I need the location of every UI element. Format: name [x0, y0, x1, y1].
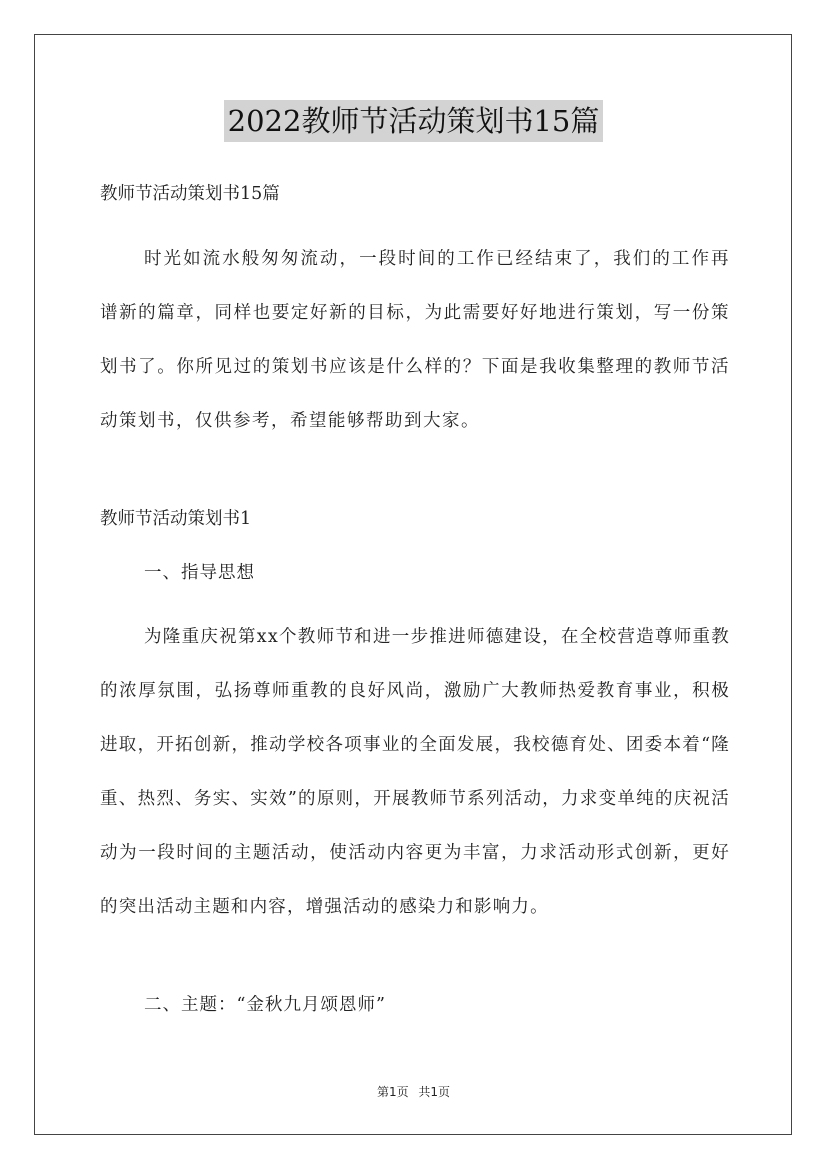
page-number: 第1页	[376, 1085, 409, 1099]
heading-theme: 二、主题：“金秋九月颂恩师”	[144, 995, 386, 1015]
document-subtitle: 教师节活动策划书15篇	[100, 184, 280, 204]
document-title: 2022教师节活动策划书15篇	[224, 100, 604, 142]
page-total: 共1页	[418, 1085, 451, 1099]
heading-guiding-ideology: 一、指导思想	[144, 563, 255, 583]
title-container	[0, 100, 827, 142]
page-footer	[0, 1083, 827, 1100]
intro-paragraph: 时光如流水般匆匆流动，一段时间的工作已经结束了，我们的工作再谱新的篇章，同样也要定好新的目标，为此需要好好地进行策划，写一份策划书了。你所见过的策划书应该是什么样的？下面是我收集整理的教师节活动策划书，仅供参考，希望能够帮助到大家。	[100, 249, 730, 431]
body-paragraph: 为隆重庆祝第xx个教师节和进一步推进师德建设，在全校营造尊师重教的浓厚氛围，弘扬尊师重教的良好风尚，激励广大教师热爱教育事业，积极进取，开拓创新，推动学校各项事业的全面发展，我校德育处、团委本着“隆重、热烈、务实、实效”的原则，开展教师节系列活动，力求变单纯的庆祝活动为一段时间的主题活动，使活动内容更为丰富，力求活动形式创新，更好的突出活动主题和内容，增强活动的感染力和影响力。	[100, 627, 730, 917]
section-title: 教师节活动策划书1	[100, 509, 252, 529]
